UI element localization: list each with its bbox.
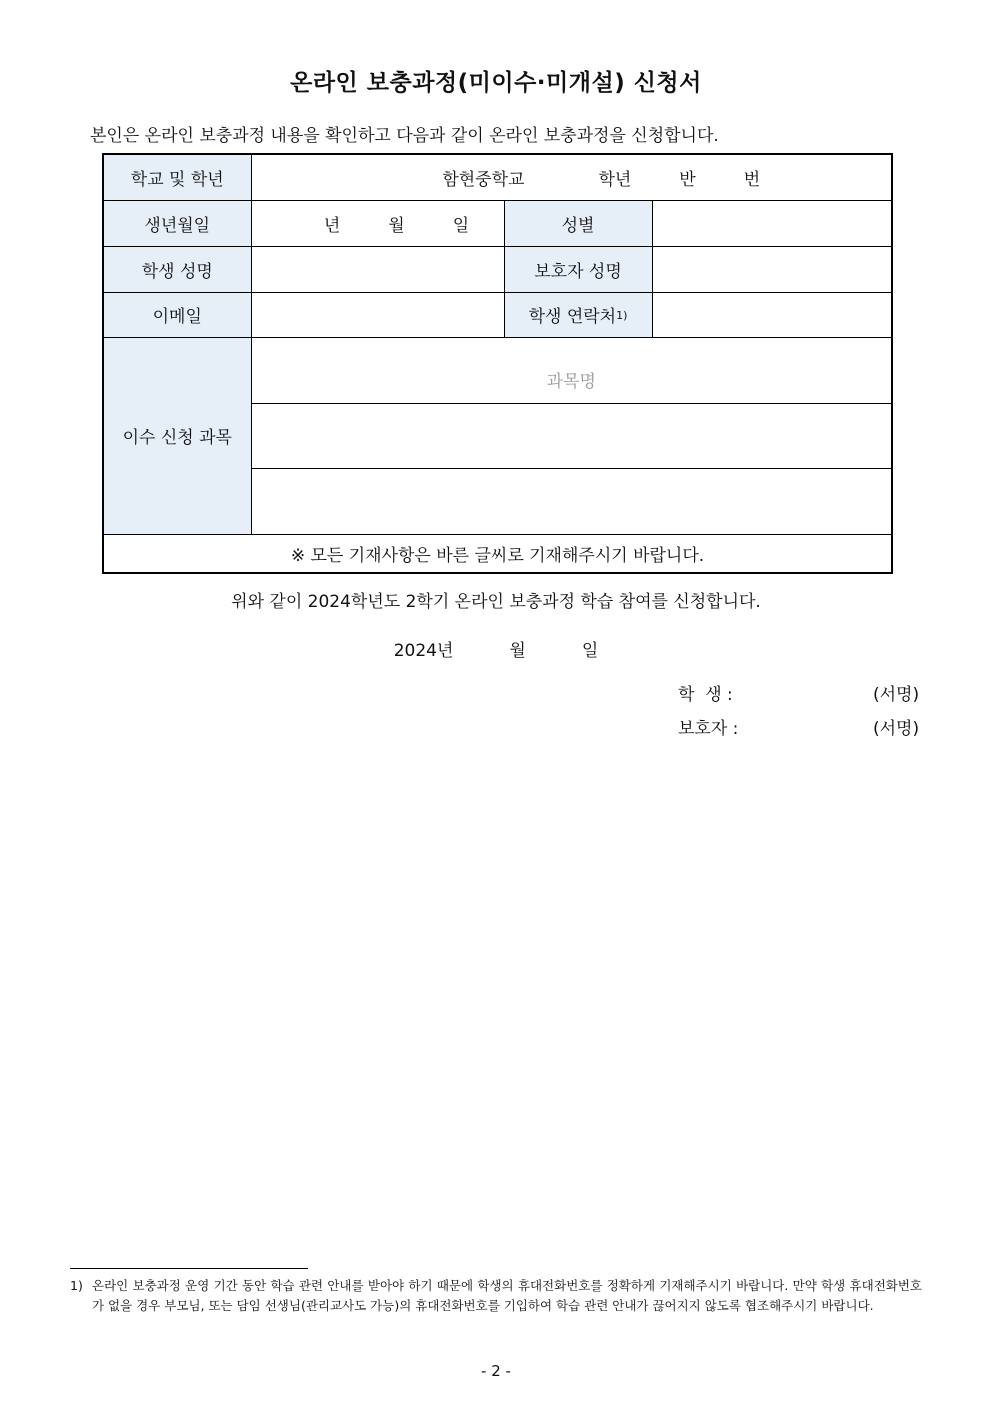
student-name-field[interactable] (251, 246, 504, 292)
document-title: 온라인 보충과정(미이수·미개설) 신청서 (290, 70, 702, 96)
application-form-table (102, 153, 893, 574)
student-name-label: 학생 성명 (103, 246, 251, 292)
birth-date-label: 생년월일 (103, 200, 251, 246)
guardian-name-field[interactable] (652, 246, 892, 292)
course-field-1[interactable] (251, 337, 892, 403)
intro-text: 본인은 온라인 보충과정 내용을 확인하고 다음과 같이 온라인 보충과정을 신청합니다. (90, 126, 719, 146)
course-label: 이수 신청 과목 (103, 337, 251, 534)
notice-text: ※ 모든 기재사항은 바른 글씨로 기재해주시기 바랍니다. (103, 534, 892, 573)
email-label: 이메일 (103, 292, 251, 337)
footnote-text: 온라인 보충과정 운영 기간 동안 학습 관련 안내를 받아야 하기 때문에 학생의 휴대전화번호를 정확하게 기재해주시기 바랍니다. 만약 학생 휴대전화번호가 없을 경우 부모님, 또는 담임 선생님(관리교사도 가능)의 휴대전화번호를 기입하여 학습 관련 안내가 끊어지지 않도록 협조해주시기 바랍니다. (92, 1278, 922, 1313)
guardian-sign-mark: (서명) (873, 719, 920, 739)
school-name: 함현중학교 (442, 169, 525, 190)
number-unit: 번 (743, 169, 761, 190)
apply-statement: 위와 같이 2024학년도 2학기 온라인 보충과정 학습 참여를 신청합니다. (231, 592, 761, 612)
footnote-ref: 1) (616, 309, 628, 322)
class-unit: 반 (679, 169, 696, 190)
email-field[interactable] (251, 292, 504, 337)
school-grade-label: 학교 및 학년 (103, 154, 251, 200)
footnote (70, 1276, 922, 1316)
guardian-sign-label: 보호자 : (678, 719, 739, 739)
footnote-mark: 1) (70, 1278, 83, 1293)
month-unit: 월 (388, 215, 405, 236)
date-year: 2024년 (393, 641, 454, 661)
application-date (0, 636, 992, 661)
student-contact-label-text: 학생 연락처 (528, 307, 617, 327)
student-sign-mark: (서명) (873, 685, 920, 705)
day-unit: 일 (452, 215, 470, 236)
course-field-2[interactable] (251, 403, 892, 468)
birth-date-field[interactable] (251, 200, 504, 246)
course-field-3[interactable] (251, 468, 892, 534)
date-month: 월 (509, 641, 526, 661)
grade-unit: 학년 (598, 169, 632, 190)
guardian-name-label: 보호자 성명 (504, 246, 652, 292)
date-day: 일 (581, 641, 599, 661)
course-placeholder: 과목명 (546, 371, 596, 392)
student-contact-field[interactable] (652, 292, 892, 337)
page-number: - 2 - (481, 1362, 511, 1380)
year-unit: 년 (323, 215, 341, 236)
footnote-divider (70, 1268, 308, 1269)
student-sign-label: 학 생 : (678, 685, 733, 705)
school-grade-field[interactable] (251, 154, 892, 200)
gender-label: 성별 (504, 200, 652, 246)
gender-field[interactable] (652, 200, 892, 246)
student-contact-label (504, 292, 652, 337)
